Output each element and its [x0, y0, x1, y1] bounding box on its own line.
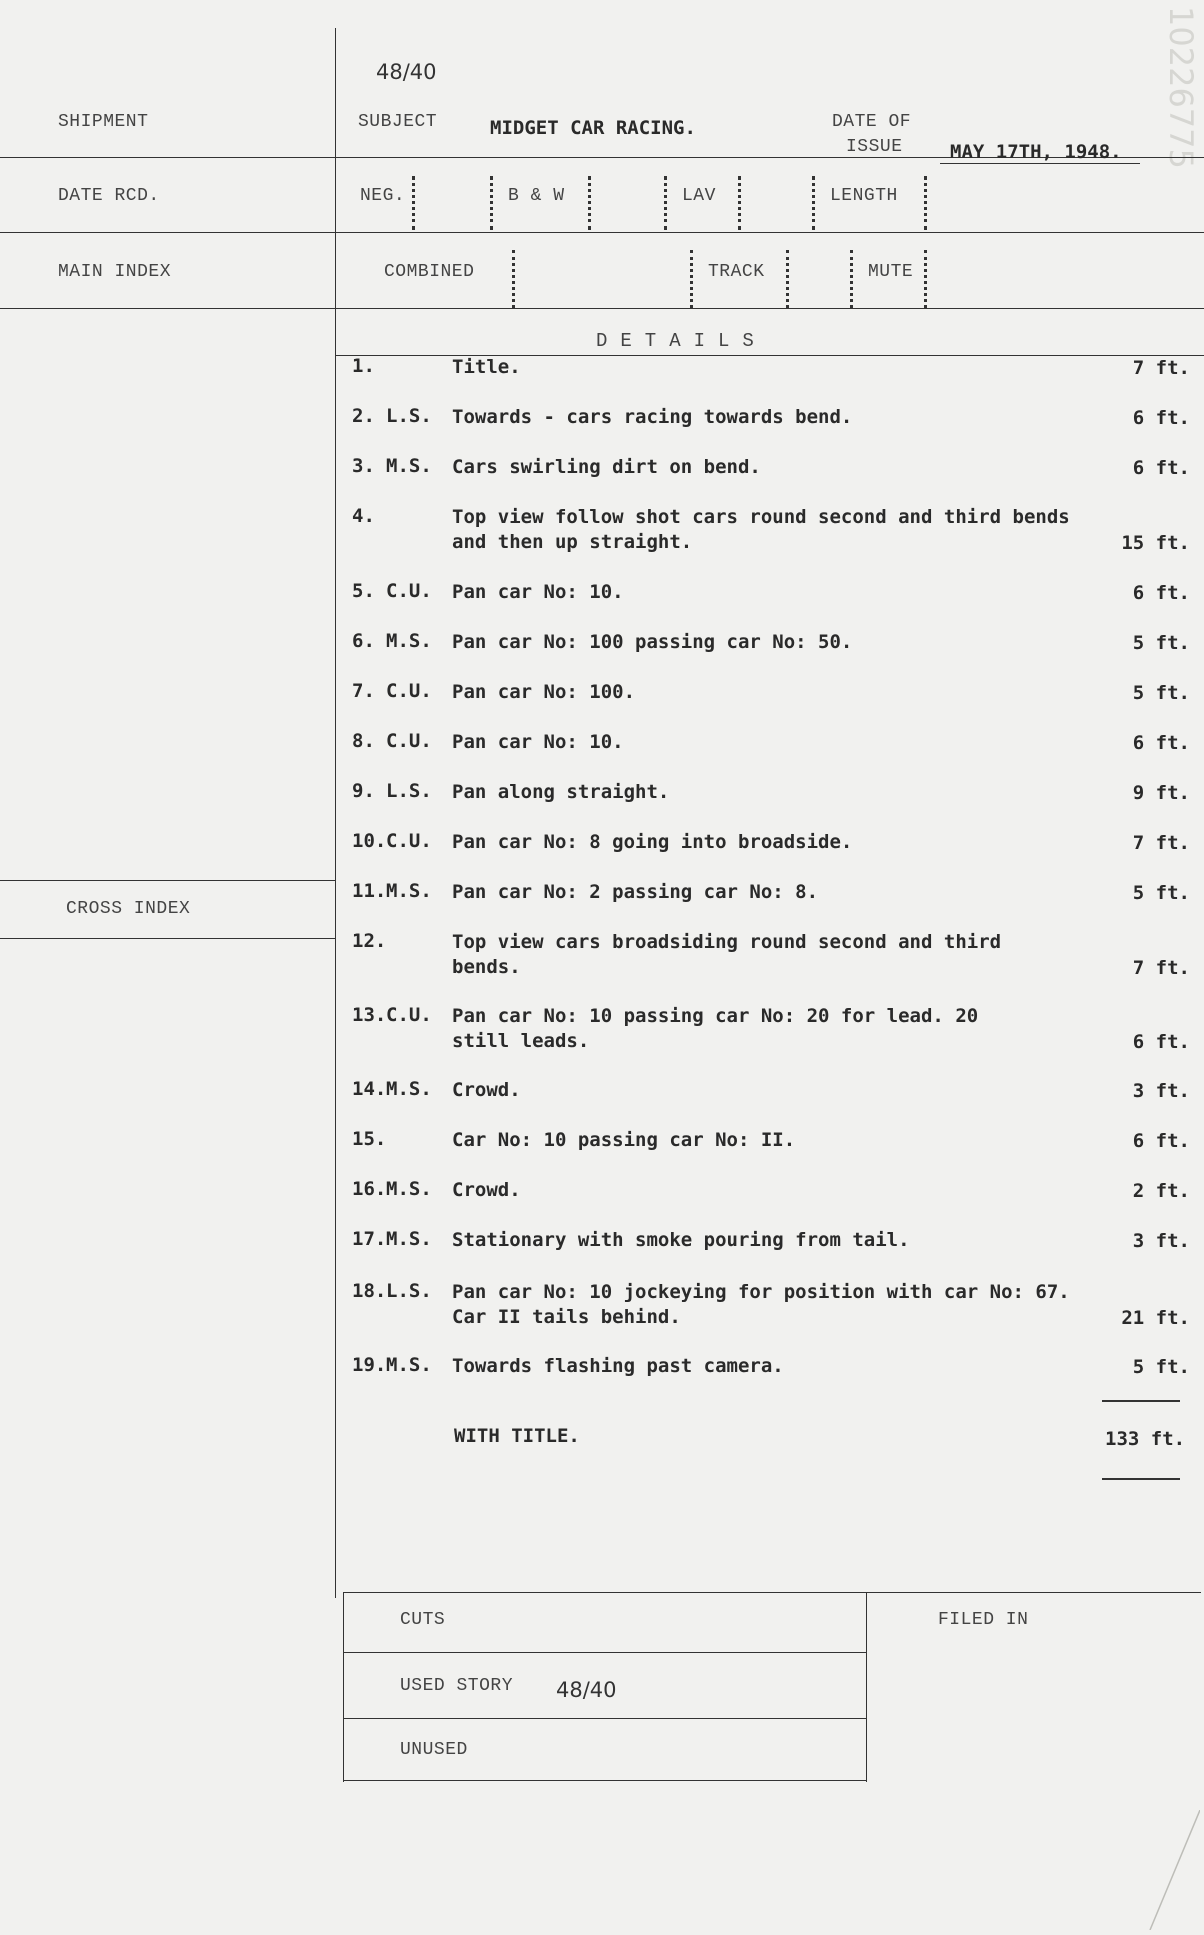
details-heading: DETAILS	[596, 330, 767, 352]
shot-number: 4.	[352, 505, 375, 527]
lav-divider-right	[738, 176, 741, 230]
shot-number: 7.	[352, 680, 375, 702]
header-rule-3	[0, 308, 1204, 309]
shot-length: 9 ft.	[1132, 782, 1190, 804]
shot-number: 14.	[352, 1078, 387, 1100]
shot-description: Pan car No: 8 going into broadside.	[452, 831, 853, 853]
main-index-label: MAIN INDEX	[58, 262, 172, 282]
shot-type: L.S.	[386, 405, 432, 427]
shot-type: L.S.	[386, 1280, 432, 1302]
shot-type: M.S.	[386, 1178, 432, 1200]
shot-description: Pan car No: 2 passing car No: 8.	[452, 881, 819, 903]
shot-type: M.S.	[386, 1354, 432, 1376]
shot-description: Crowd.	[452, 1179, 521, 1201]
shot-description: Towards - cars racing towards bend.	[452, 406, 853, 428]
shot-number: 18.	[352, 1280, 387, 1302]
header-rule-2	[0, 232, 1204, 233]
shot-length: 6 ft.	[1132, 582, 1190, 604]
shot-description: Pan along straight.	[452, 781, 670, 803]
shot-description: Pan car No: 10 jockeying for position with car No: 67. Car II tails behind.	[452, 1281, 1070, 1328]
shot-length: 7 ft.	[1132, 832, 1190, 854]
footer-rule-used	[343, 1718, 866, 1719]
shot-number: 15.	[352, 1128, 387, 1150]
date-of-issue-underline	[940, 163, 1140, 164]
shot-number: 2.	[352, 405, 375, 427]
shot-length: 6 ft.	[1132, 1130, 1190, 1152]
shot-length: 5 ft.	[1132, 1356, 1190, 1378]
date-of-issue-label-line2: ISSUE	[846, 137, 903, 157]
detail-row	[352, 505, 1190, 565]
used-story-value: 48/40	[556, 1678, 617, 1702]
unused-label: UNUSED	[400, 1740, 468, 1760]
cross-index-bottom-rule	[0, 938, 335, 939]
shot-description: Crowd.	[452, 1079, 521, 1101]
shot-length: 6 ft.	[1132, 1031, 1190, 1053]
shot-length: 3 ft.	[1132, 1080, 1190, 1102]
footer-left-border	[343, 1592, 344, 1782]
story-number: 48/40	[376, 60, 437, 84]
shot-type: M.S.	[386, 1228, 432, 1250]
shot-type: M.S.	[386, 630, 432, 652]
shot-number: 12.	[352, 930, 387, 952]
shot-length: 7 ft.	[1132, 357, 1190, 379]
shot-length: 5 ft.	[1132, 682, 1190, 704]
shot-description: Pan car No: 100 passing car No: 50.	[452, 631, 853, 653]
shot-description: Pan car No: 10 passing car No: 20 for lead. 20 still leads.	[452, 1005, 979, 1052]
cross-index-label: CROSS INDEX	[66, 899, 191, 919]
date-of-issue-label-line1: DATE OF	[832, 112, 912, 132]
shot-description: Top view follow shot cars round second and third bends and then up straight.	[452, 506, 1070, 553]
shot-number: 9.	[352, 780, 375, 802]
footer-top-rule	[343, 1592, 1201, 1593]
footer-rule-cuts	[343, 1652, 866, 1653]
track-divider-right	[786, 250, 789, 308]
mute-divider-right	[924, 250, 927, 308]
shot-number: 16.	[352, 1178, 387, 1200]
bw-label: B & W	[508, 186, 565, 206]
track-divider-left	[690, 250, 693, 308]
detail-row	[352, 1004, 1190, 1064]
catalogue-stamp: 10226775	[1162, 6, 1200, 169]
shot-description: Pan car No: 10.	[452, 731, 624, 753]
track-label: TRACK	[708, 262, 765, 282]
subject-label: SUBJECT	[358, 112, 438, 132]
shot-type: M.S.	[386, 1078, 432, 1100]
shot-number: 11.	[352, 880, 387, 902]
bw-divider-left	[490, 176, 493, 230]
shipment-label: SHIPMENT	[58, 112, 149, 132]
paper-crease	[1140, 1810, 1200, 1930]
shot-type: M.S.	[386, 880, 432, 902]
shot-number: 3.	[352, 455, 375, 477]
shot-number: 1.	[352, 355, 375, 377]
shot-length: 7 ft.	[1132, 957, 1190, 979]
lav-divider-left	[664, 176, 667, 230]
shot-description: Car No: 10 passing car No: II.	[452, 1129, 796, 1151]
bw-divider-right	[588, 176, 591, 230]
footer-rule-unused	[343, 1780, 866, 1781]
detail-row	[352, 1280, 1190, 1340]
shot-length: 6 ft.	[1132, 732, 1190, 754]
filed-in-label: FILED IN	[938, 1610, 1029, 1630]
shot-description: Pan car No: 100.	[452, 681, 636, 703]
shot-number: 19.	[352, 1354, 387, 1376]
total-label: WITH TITLE.	[454, 1425, 580, 1447]
shot-length: 5 ft.	[1132, 632, 1190, 654]
mute-divider-left	[850, 250, 853, 308]
shot-number: 13.	[352, 1004, 387, 1026]
shot-type: C.U.	[386, 830, 432, 852]
shot-description: Title.	[452, 356, 521, 378]
detail-row	[352, 930, 1190, 990]
shot-type: L.S.	[386, 780, 432, 802]
mute-label: MUTE	[868, 262, 914, 282]
cross-index-top-rule	[0, 880, 335, 881]
detail-row	[352, 1228, 1190, 1288]
shot-number: 6.	[352, 630, 375, 652]
length-label: LENGTH	[830, 186, 898, 206]
shot-type: M.S.	[386, 455, 432, 477]
combined-label: COMBINED	[384, 262, 475, 282]
shot-length: 5 ft.	[1132, 882, 1190, 904]
shot-length: 6 ft.	[1132, 407, 1190, 429]
shot-description: Stationary with smoke pouring from tail.	[452, 1229, 910, 1251]
shot-description: Pan car No: 10.	[452, 581, 624, 603]
shot-description: Top view cars broadsiding round second and third bends.	[452, 931, 1002, 978]
shot-type: C.U.	[386, 1004, 432, 1026]
length-divider-left	[812, 176, 815, 230]
shot-length: 6 ft.	[1132, 457, 1190, 479]
shot-type: C.U.	[386, 580, 432, 602]
detail-row	[352, 1354, 1190, 1414]
shot-length: 21 ft.	[1121, 1307, 1190, 1329]
shot-type: C.U.	[386, 730, 432, 752]
date-received-label: DATE RCD.	[58, 186, 160, 206]
subject-value: MIDGET CAR RACING.	[490, 117, 696, 139]
shot-length: 2 ft.	[1132, 1180, 1190, 1202]
date-of-issue-value: MAY 17TH, 1948.	[950, 141, 1122, 163]
total-value: 133 ft.	[1105, 1428, 1186, 1450]
column-divider	[335, 28, 336, 1598]
length-divider-right	[924, 176, 927, 230]
shot-type: C.U.	[386, 680, 432, 702]
neg-divider	[412, 176, 415, 230]
shot-length: 15 ft.	[1121, 532, 1190, 554]
used-story-label: USED STORY	[400, 1676, 514, 1696]
shot-number: 8.	[352, 730, 375, 752]
lav-label: LAV	[682, 186, 716, 206]
shot-number: 10.	[352, 830, 387, 852]
total-rule-bottom	[1102, 1478, 1180, 1480]
shot-length: 3 ft.	[1132, 1230, 1190, 1252]
neg-label: NEG.	[360, 186, 406, 206]
total-rule-top	[1102, 1400, 1180, 1402]
cuts-label: CUTS	[400, 1610, 446, 1630]
shot-number: 17.	[352, 1228, 387, 1250]
combined-divider	[512, 250, 515, 308]
footer-middle-border	[866, 1592, 867, 1782]
shot-description: Towards flashing past camera.	[452, 1355, 784, 1377]
shot-description: Cars swirling dirt on bend.	[452, 456, 761, 478]
shot-number: 5.	[352, 580, 375, 602]
